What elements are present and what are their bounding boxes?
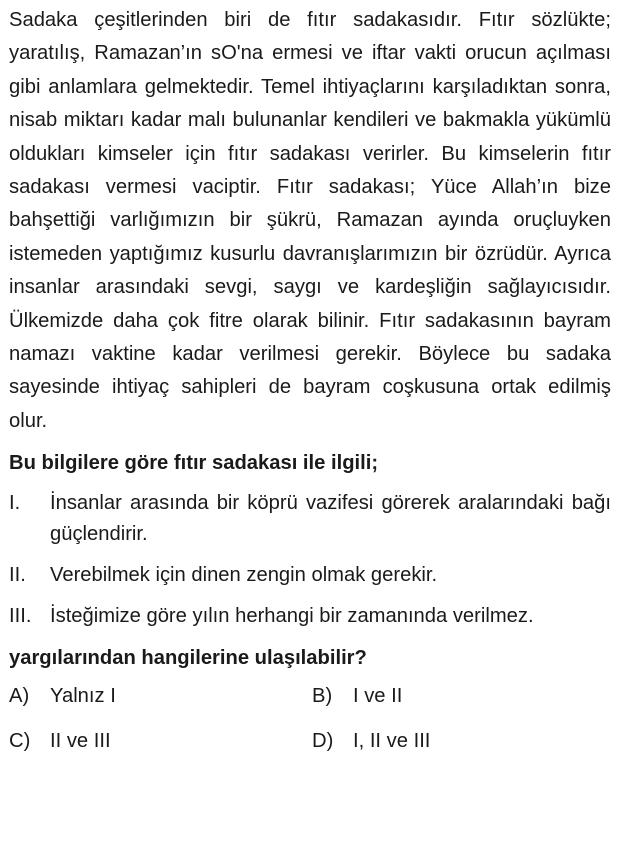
statement-text: İnsanlar arasında bir köprü vazifesi görerek aralarındaki bağı güçlendirir. xyxy=(50,492,611,546)
option-text: II ve III xyxy=(50,730,111,753)
option-letter: D) xyxy=(312,730,334,753)
option-c[interactable] xyxy=(9,726,111,756)
statement-list xyxy=(9,488,611,632)
statement-number: I. xyxy=(9,492,21,515)
answer-options xyxy=(9,681,611,771)
question-prompt: yargılarından hangilerine ulaşılabilir? xyxy=(9,647,367,670)
option-letter: C) xyxy=(9,730,31,753)
statement-number: III. xyxy=(9,605,32,628)
option-text: I ve II xyxy=(353,685,403,708)
statement-text: Verebilmek için dinen zengin olmak gerekir. xyxy=(50,564,438,587)
statement-item-2 xyxy=(9,560,611,591)
statement-number: II. xyxy=(9,564,26,587)
option-b[interactable] xyxy=(312,681,402,711)
passage-text: Sadaka çeşitlerinden biri de fıtır sadakasıdır. Fıtır sözlükte; yaratılış, Ramazan’ın sO'na ermesi ve iftar vakti orucun açılması gibi anlamlara gelmektedir. Temel ihtiyaçlarını karşıladıktan sonra, nisab miktarı kadar malı bulunanlar kendileri ve bakmakla yükümlü oldukları kimseler için fıtır sadakası verirler. Bu kimselerin fıtır sadakası vermesi vaciptir. Fıtır sadakası; Yüce Allah’ın bize bahşettiği varlığımızın bir şükrü, Ramazan ayında oruçluyken istemeden yaptığımız kusurlu davranışlarımızın bir özrüdür. Ayrıca insanlar arasındaki sevgi, saygı ve kardeşliğin sağlayıcısıdır. Ülkemizde daha çok fitre olarak bilinir. Fıtır sadakasının bayram namazı vaktine kadar verilmesi gerekir. Böylece bu sadaka sayesinde ihtiyaç sahipleri de bayram coşkusuna ortak edilmiş olur. xyxy=(9,9,611,432)
option-letter: B) xyxy=(312,685,333,708)
option-text: Yalnız I xyxy=(50,685,116,708)
option-text: I, II ve III xyxy=(353,730,431,753)
question-stem: Bu bilgilere göre fıtır sadakası ile ilgili; xyxy=(9,452,379,475)
statement-item-1 xyxy=(9,488,611,550)
statement-text: İsteğimize göre yılın herhangi bir zamanında verilmez. xyxy=(50,605,534,628)
option-d[interactable] xyxy=(312,726,430,756)
option-a[interactable] xyxy=(9,681,116,711)
option-letter: A) xyxy=(9,685,30,708)
statement-item-3 xyxy=(9,601,611,632)
question-page xyxy=(9,0,611,771)
